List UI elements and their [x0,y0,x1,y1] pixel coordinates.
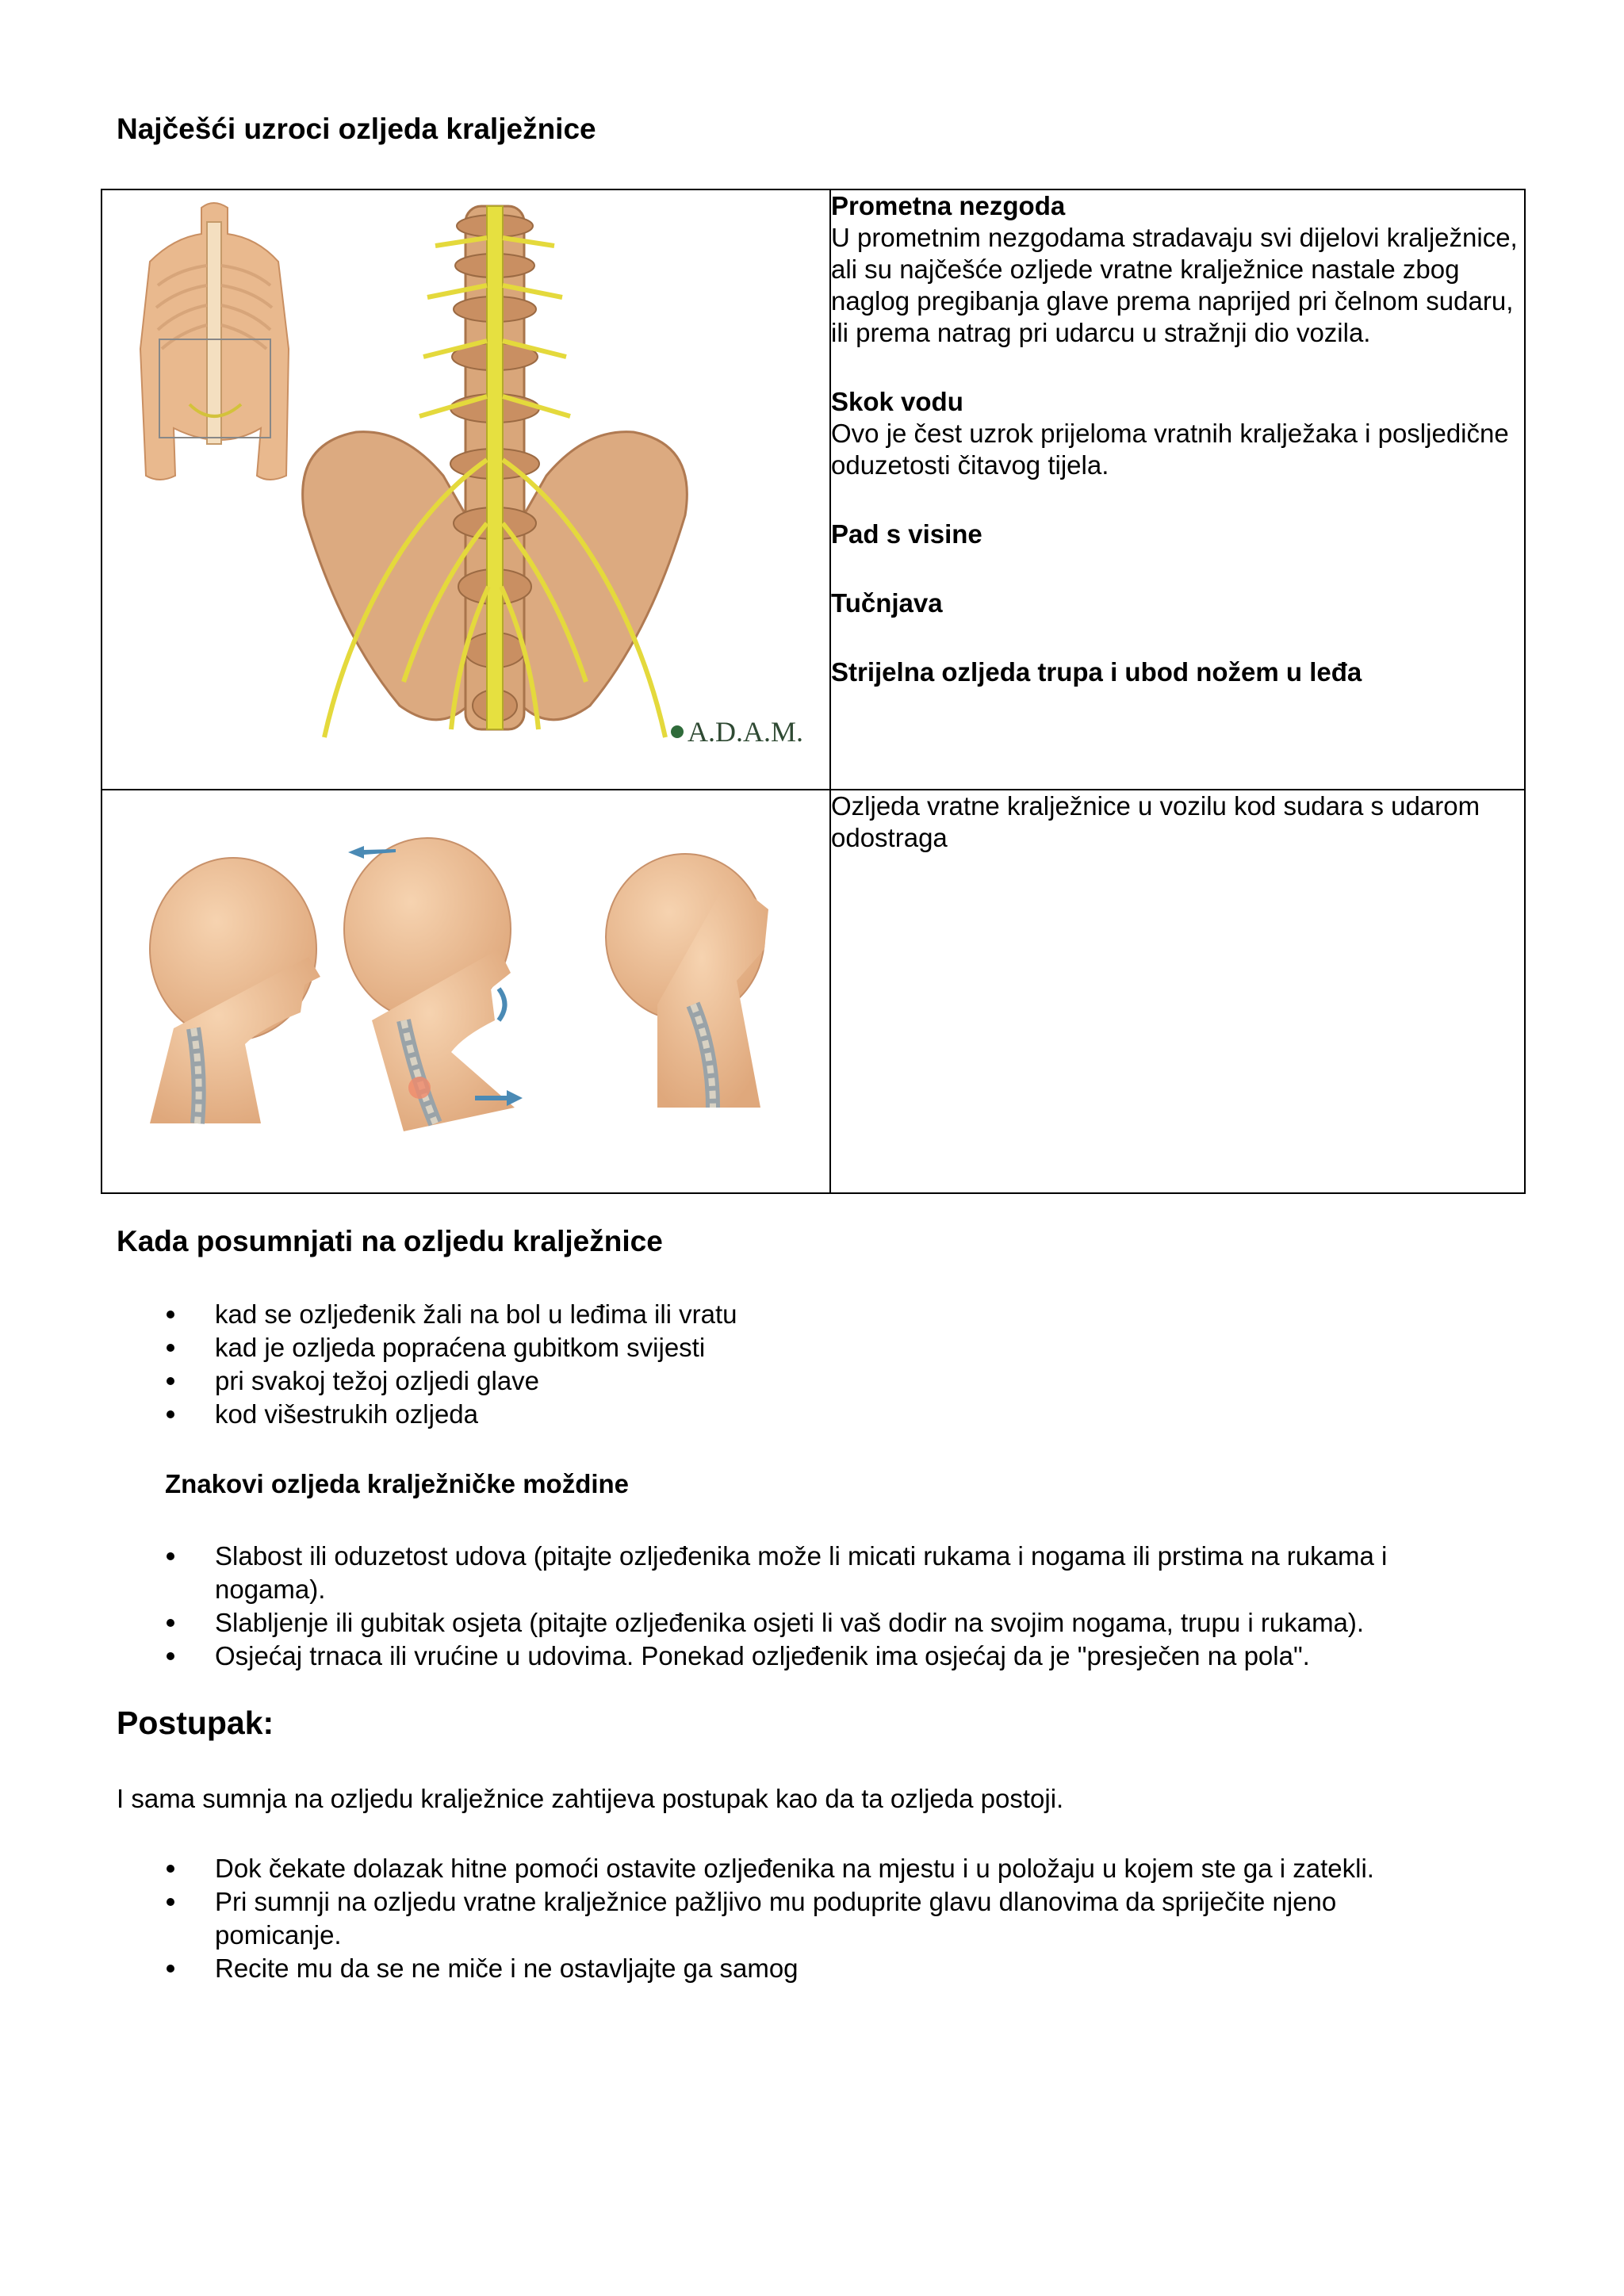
whiplash-figure-cell [102,790,830,1193]
bullet-icon [167,1898,174,1906]
list-item: Dok čekate dolazak hitne pomoći ostavite ozljeđenika na mjestu i u položaju u kojem ste ga i zatekli. [165,1852,1465,1885]
head-extended [606,854,768,1108]
list-item: Pri sumnji na ozljedu vratne kralježnice pažljivo mu poduprite glavu dlanovima da spriječite njeno pomicanje. [165,1885,1465,1952]
list-item: kad je ozljeda popraćena gubitkom svijesti [165,1331,1465,1364]
cause-item [831,587,1524,619]
cause-item [831,190,1524,349]
bullet-icon [167,1619,174,1627]
whiplash-caption-cell [830,790,1525,1193]
head-flexed [344,838,515,1131]
suspect-list [165,1298,1465,1431]
cause-title: Prometna nezgoda [831,191,1066,220]
causes-table [101,189,1526,1194]
heading-suspect: Kada posumnjati na ozljedu kralježnice [117,1225,663,1257]
spine-anatomy-figure [102,190,829,789]
list-item: Slabljenje ili gubitak osjeta (pitajte ozljeđenika osjeti li vaš dodir na svojim nogama, trupu i rukama). [165,1606,1465,1640]
cause-item [831,519,1524,550]
bullet-icon [167,1865,174,1873]
heading-causes: Najčešći uzroci ozljeda kralježnice [117,113,596,145]
cause-item [831,386,1524,481]
causes-text-cell [830,189,1525,790]
spine-figure-cell [102,189,830,790]
bullet-icon [167,1965,174,1973]
list-item: kad se ozljeđenik žali na bol u leđima ili vratu [165,1298,1465,1331]
bullet-icon [167,1311,174,1318]
bullet-icon [167,1552,174,1560]
cause-title: Skok vodu [831,387,963,416]
list-item: Osjećaj trnaca ili vrućine u udovima. Ponekad ozljeđenik ima osjećaj da je "presječen na pola". [165,1640,1465,1673]
cause-item [831,656,1524,688]
head-neutral [150,858,320,1123]
bullet-icon [167,1377,174,1385]
cause-title: Strijelna ozljeda trupa i ubod nožem u leđa [831,657,1362,687]
whiplash-caption: Ozljeda vratne kralježnice u vozilu kod sudara s udarom odostraga [831,791,1480,852]
svg-text:A.D.A.M.: A.D.A.M. [688,716,804,748]
cause-text: Ovo je čest uzrok prijeloma vratnih kralježaka i posljedične oduzetosti čitavog tijela. [831,419,1509,480]
back-thumbnail [140,203,289,480]
cause-text: U prometnim nezgodama stradavaju svi dijelovi kralježnice, ali su najčešće ozljede vratne kralježnice nastale zbog naglog pregibanja glave prema naprijed pri čelnom sudaru, ili prema natrag pri udarcu u stražnji dio vozila. [831,223,1518,347]
adam-logo [671,716,803,748]
list-item: Slabost ili oduzetost udova (pitajte ozljeđenika može li micati rukama i nogama ili prstima na rukama i nogama). [165,1540,1465,1606]
heading-signs: Znakovi ozljeda kralježničke moždine [165,1469,630,1498]
list-item: kod višestrukih ozljeda [165,1398,1465,1431]
bullet-icon [167,1344,174,1352]
list-item: pri svakoj težoj ozljedi glave [165,1364,1465,1398]
cause-title: Pad s visine [831,519,982,549]
bullet-icon [167,1410,174,1418]
cause-title: Tučnjava [831,588,943,618]
heading-procedure: Postupak: [117,1705,274,1741]
list-item: Recite mu da se ne miče i ne ostavljajte ga samog [165,1952,1465,1985]
whiplash-figure [102,790,829,1192]
procedure-intro: I sama sumnja na ozljedu kralježnice zahtijeva postupak kao da ta ozljeda postoji. [117,1784,1064,1813]
bullet-icon [167,1652,174,1660]
signs-list [165,1540,1465,1673]
procedure-list [165,1852,1465,1985]
